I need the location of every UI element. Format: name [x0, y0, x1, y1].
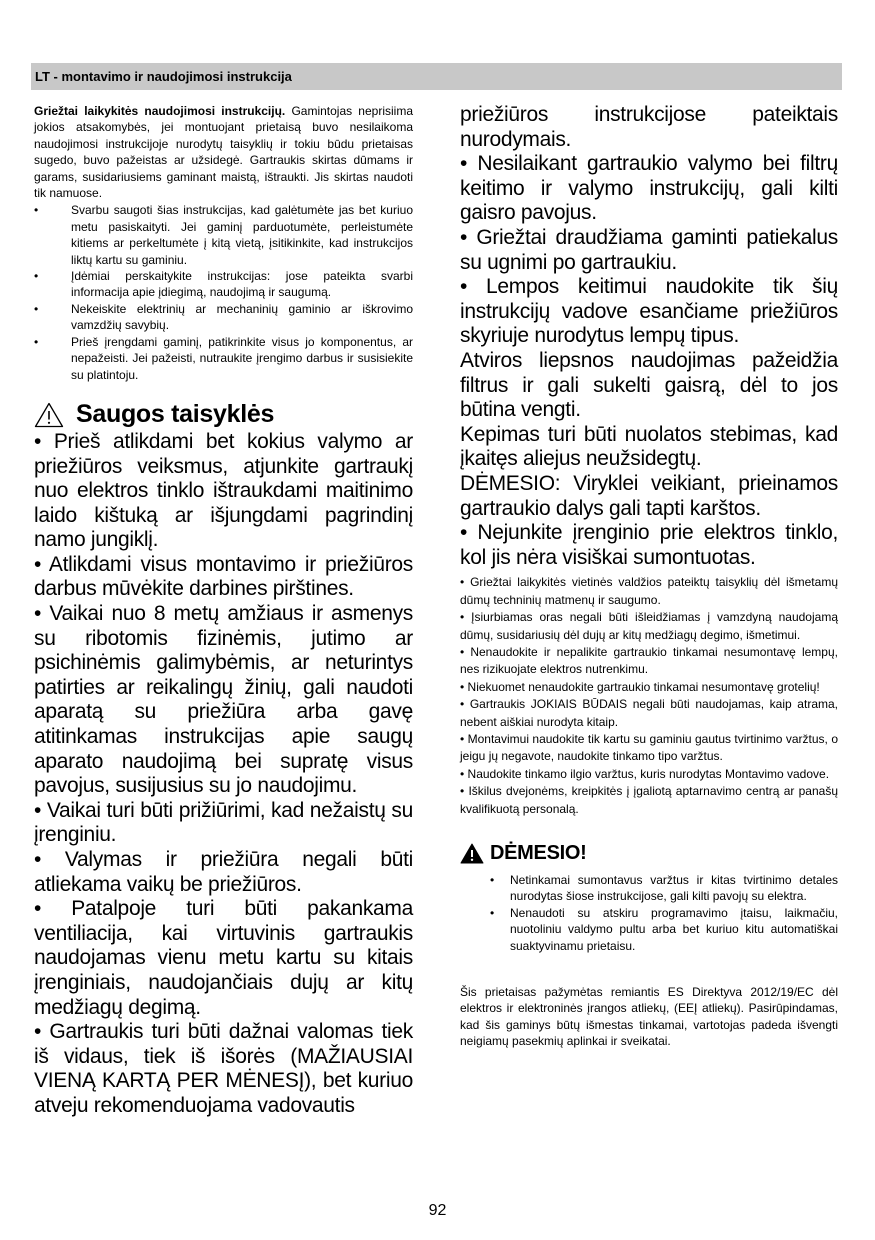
safety-rules-right	[460, 103, 838, 570]
safety-small-rule: • Nenaudokite ir nepalikite gartraukio tinkamai nesumontavę lempų, nes rizikuojate elektros nutrenkimu.	[460, 644, 838, 677]
warning-heading	[460, 840, 838, 868]
safety-small-rule: • Gartraukis JOKIAIS BŪDAIS negali būti naudojamas, kaip atrama, nebent aiškiai nurodyta kitaip.	[460, 697, 838, 729]
page-number: 92	[428, 1202, 447, 1219]
safety-small-rule: • Naudokite tinkamo ilgio varžtus, kuris nurodytas Montavimo vadove.	[460, 766, 830, 781]
safety-rule: DĖMESIO: Viryklei veikiant, prieinamos gartraukio dalys gali tapti karštos.	[460, 471, 838, 520]
safety-small-rule: • Įsiurbiamas oras negali būti išleidžiamas į vamzdyną naudojamą dūmų, susidariusių dėl dujų ar kitų medžiagų degimo, išmetimui.	[460, 610, 838, 642]
safety-rule: • Vaikai turi būti prižiūrimi, kad nežaistų su įrenginiu.	[34, 798, 413, 847]
warning-bullet-item: • Nenaudoti su atskiru programavimo įtaisu, laikmačiu, nuotoliniu valdymo pultu arba bet kuriuo kitu automatiškai suaktyvinamu prietaisu.	[490, 905, 838, 954]
safety-rule: • Vaikai nuo 8 metų amžiaus ir asmenys su ribotomis fizinėmis, jutimo ar psichinėmis galimybėmis, ar neturintys patirties ar reikalingų žinių, gali naudoti aparatą su priežiūra arba gavę atitinkamas instrukcijas apie saugų aparato naudojimą bei supratę visus pavojus, susijusius su jo naudojimu.	[34, 602, 413, 798]
safety-rule: • Nesilaikant gartraukio valymo bei filtrų keitimo ir valymo instrukcijų, gali kilti gaisro pavojus.	[460, 152, 838, 225]
intro-bullet-list	[34, 202, 413, 382]
intro-text: Gamintojas neprisiima jokios atsakomybės, jei montuojant prietaisą buvo nesilaikoma naudojimosi instrukcijoje nurodytų taisyklių ir tokiu būdu prietaisas sugedo, buvo pažeistas ar užsidegė. Gartraukis skirtas dūmams ir garams, susidariusiems gaminant maistą, ištraukti. Jis skirtas naudoti tik namuose.	[34, 104, 413, 201]
safety-section-title: Saugos taisyklės	[76, 400, 275, 429]
safety-small-rule: • Niekuomet nenaudokite gartraukio tinkamai nesumontavę grotelių!	[460, 679, 820, 694]
safety-rule: • Valymas ir priežiūra negali būti atliekama vaikų be priežiūros.	[34, 848, 413, 896]
safety-section-heading	[34, 400, 413, 430]
safety-rule: Atviros liepsnos naudojimas pažeidžia filtrus ir gali sukelti gaisrą, dėl to jos būtina vengti.	[460, 348, 838, 422]
safety-rule: Kepimas turi būti nuolatos stebimas, kad įkaitęs aliejus neužsidegtų.	[460, 422, 838, 471]
safety-rules-left	[34, 430, 413, 1119]
safety-small-rule: • Montavimui naudokite tik kartu su gaminiu gautus tvirtinimo varžtus, o jeigu jų negavote, naudokite tinkamo tipo varžtus.	[460, 731, 838, 764]
right-column	[460, 103, 838, 1050]
section-header-bar	[31, 63, 842, 90]
warning-outline-icon	[34, 402, 64, 428]
safety-rule: • Atlikdami visus montavimo ir priežiūros darbus mūvėkite darbines pirštines.	[34, 552, 413, 601]
intro-bullet-item: • Prieš įrengdami gaminį, patikrinkite visus jo komponentus, ar nepažeisti. Jei pažeisti, nutraukite įrengimo darbus ir susisiekite su platintoju.	[34, 334, 413, 383]
safety-rule: • Griežtai draudžiama gaminti patiekalus su ugnimi po gartraukiu.	[460, 225, 838, 274]
safety-rule: priežiūros instrukcijose pateiktais nurodymais.	[460, 103, 838, 151]
safety-rule: • Lempos keitimui naudokite tik šių instrukcijų vadove esančiame priežiūros skyriuje nurodytus lempų tipus.	[460, 275, 838, 348]
safety-rule: • Prieš atlikdami bet kokius valymo ar priežiūros veiksmus, atjunkite gartraukį nuo elektros tinklo ištraukdami maitinimo laido kištuką ar išjungdami pagrindinį namo jungiklį.	[34, 429, 413, 552]
safety-rule: • Nejunkite įrenginio prie elektros tinklo, kol jis nėra visiškai sumontuotas.	[460, 521, 838, 569]
intro-paragraph	[34, 103, 413, 201]
warning-filled-icon	[460, 843, 484, 864]
left-column	[34, 103, 413, 1119]
safety-rule: • Gartraukis turi būti dažnai valomas tiek iš vidaus, tiek iš išorės (MAŽIAUSIAI VIENĄ KARTĄ PER MĖNESĮ), bet kuriuo atveju rekomenduojama vadovautis	[34, 1020, 413, 1117]
intro-bullet-item: • Svarbu saugoti šias instrukcijas, kad galėtumėte jas bet kuriuo metu pasiskaityti. Jei gaminį parduotumėte, perleistumėte kitiems ar perkeltumėte į kitą vietą, įsitikinkite, kad instrukcijos liktų kartu su gaminiu.	[34, 202, 413, 268]
safety-rule: • Patalpoje turi būti pakankama ventiliacija, kai virtuvinis gartraukis naudojamas vienu metu kartu su kitais įrenginiais, naudojančiais dujų ar kitų medžiagų degimą.	[34, 897, 413, 1019]
section-header-title: LT - montavimo ir naudojimosi instrukcija	[35, 69, 292, 84]
warning-bullet-list	[490, 872, 838, 954]
safety-rules-small	[460, 574, 838, 818]
safety-small-rule: • Griežtai laikykitės vietinės valdžios pateiktų taisyklių dėl išmetamų dūmų techninių matmenų ir saugumo.	[460, 575, 838, 607]
warning-bullet-item: • Netinkamai sumontavus varžtus ir kitas tvirtinimo detales nurodytas šiose instrukcijose, gali kilti pavojų su elektra.	[490, 872, 838, 905]
intro-bullet-item: • Nekeiskite elektrinių ar mechaninių gaminio ar iškrovimo vamzdžių savybių.	[34, 301, 413, 334]
intro-bullet-item: • Įdėmiai perskaitykite instrukcijas: jose pateikta svarbi informacija apie įdiegimą, naudojimą ir saugumą.	[34, 268, 413, 301]
safety-small-rule: • Iškilus dvejonėms, kreipkitės į įgaliotą aptarnavimo centrą ar panašų kvalifikuotą personalą.	[460, 784, 838, 816]
warning-title: DĖMESIO!	[490, 842, 587, 865]
intro-bold-lead: Griežtai laikykitės naudojimosi instrukcijų.	[34, 104, 286, 118]
weee-paragraph: Šis prietaisas pažymėtas remiantis ES Direktyva 2012/19/EC dėl elektros ir elektroninės įrangos atliekų, (EEĮ atliekų). Pasirūpindamas, kad šis gaminys būtų išmestas tinkamai, vartotojas padeda išvengti neigiamų pasekmių aplinkai ir sveikatai.	[460, 985, 838, 1049]
